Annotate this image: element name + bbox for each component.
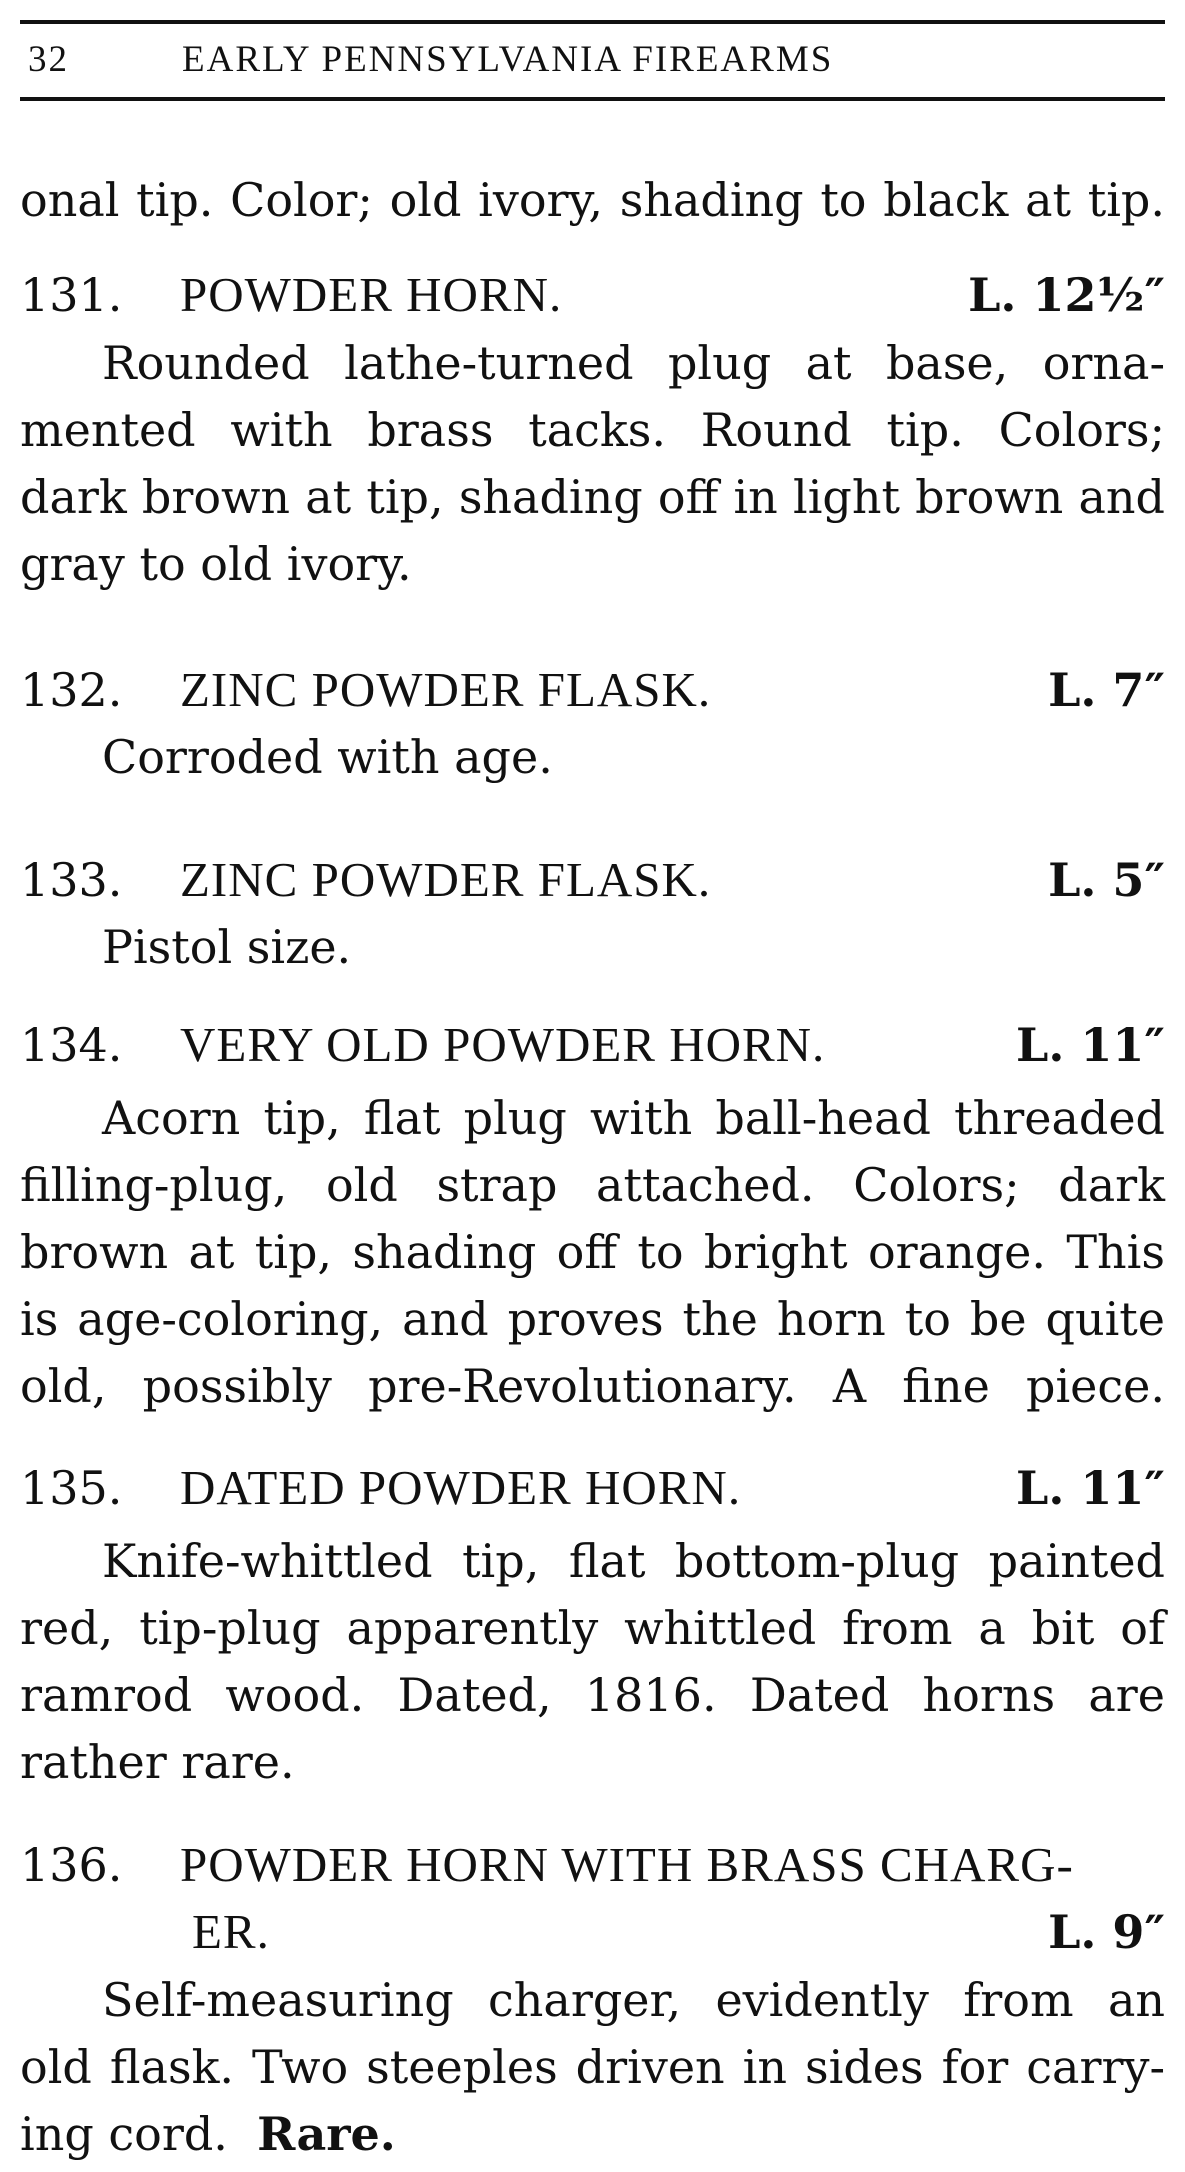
entry-name: ZINC POWDER FLASK. bbox=[180, 852, 712, 907]
entry-length: L. 12½″ bbox=[968, 268, 1165, 322]
entry-135-line-4: rather rare. bbox=[20, 1735, 295, 1789]
entry-136-line-3-text: ing cord. bbox=[20, 2107, 228, 2161]
entry-136-heading-continued bbox=[192, 1902, 1165, 1962]
entry-name: POWDER HORN. bbox=[180, 267, 563, 322]
entry-134-line-4: is age-coloring, and proves the horn to be quite bbox=[20, 1292, 1165, 1346]
entry-135-line-2: red, tip-plug apparently whittled from a bit of bbox=[20, 1601, 1165, 1655]
entry-131-line-4: gray to old ivory. bbox=[20, 537, 412, 591]
entry-132-heading bbox=[20, 660, 1165, 720]
entry-136-line-2: old flask. Two steeples driven in sides for carry- bbox=[20, 2040, 1165, 2094]
entry-length: L. 11″ bbox=[1016, 1018, 1165, 1072]
page-number: 32 bbox=[28, 39, 69, 80]
entry-135-line-1: Knife-whittled tip, flat bottom-plug painted bbox=[102, 1534, 1165, 1588]
entry-136-heading bbox=[20, 1835, 1165, 1895]
entry-136-line-1: Self-measuring charger, evidently from an bbox=[102, 1973, 1165, 2027]
running-head bbox=[20, 38, 1165, 88]
header-top-rule bbox=[20, 20, 1165, 24]
entry-number: 136. bbox=[20, 1838, 123, 1892]
entry-name-continued: ER. bbox=[192, 1904, 270, 1959]
entry-134-line-2: filling-plug, old strap attached. Colors; dark bbox=[20, 1158, 1165, 1212]
entry-name: ZINC POWDER FLASK. bbox=[180, 662, 712, 717]
entry-name: VERY OLD POWDER HORN. bbox=[180, 1017, 826, 1072]
book-title: EARLY PENNSYLVANIA FIREARMS bbox=[182, 39, 834, 80]
entry-134-line-3: brown at tip, shading off to bright orange. This bbox=[20, 1225, 1165, 1279]
entry-length: L. 9″ bbox=[1048, 1905, 1165, 1959]
entry-length: L. 7″ bbox=[1048, 663, 1165, 717]
entry-135-line-3: ramrod wood. Dated, 1816. Dated horns are bbox=[20, 1668, 1165, 1722]
entry-131-line-1: Rounded lathe-turned plug at base, orna- bbox=[102, 336, 1165, 390]
entry-name: POWDER HORN WITH BRASS CHARG- bbox=[180, 1837, 1074, 1892]
header-bottom-rule bbox=[20, 97, 1165, 101]
closing-emphasis: Rare. bbox=[257, 2107, 396, 2161]
entry-132-line-1: Corroded with age. bbox=[102, 730, 553, 784]
entry-number: 132. bbox=[20, 663, 123, 717]
entry-134-heading bbox=[20, 1015, 1165, 1075]
entry-number: 134. bbox=[20, 1018, 123, 1072]
entry-135-heading bbox=[20, 1458, 1165, 1518]
entry-131-line-3: dark brown at tip, shading off in light brown and bbox=[20, 470, 1165, 524]
entry-131-heading bbox=[20, 265, 1165, 325]
entry-131-line-2: mented with brass tacks. Round tip. Colors; bbox=[20, 403, 1165, 457]
entry-name: DATED POWDER HORN. bbox=[180, 1460, 742, 1515]
entry-length: L. 11″ bbox=[1016, 1461, 1165, 1515]
entry-133-line-1: Pistol size. bbox=[102, 920, 352, 974]
entry-number: 131. bbox=[20, 268, 123, 322]
entry-134-line-1: Acorn tip, flat plug with ball-head threaded bbox=[102, 1091, 1165, 1145]
carryover-line: onal tip. Color; old ivory, shading to black at tip. bbox=[20, 173, 1165, 227]
entry-133-heading bbox=[20, 850, 1165, 910]
entry-134-line-5: old, possibly pre-Revolutionary. A fine piece. bbox=[20, 1359, 1165, 1413]
entry-length: L. 5″ bbox=[1048, 853, 1165, 907]
entry-number: 133. bbox=[20, 853, 123, 907]
entry-number: 135. bbox=[20, 1461, 123, 1515]
entry-136-line-3 bbox=[20, 2104, 1165, 2164]
